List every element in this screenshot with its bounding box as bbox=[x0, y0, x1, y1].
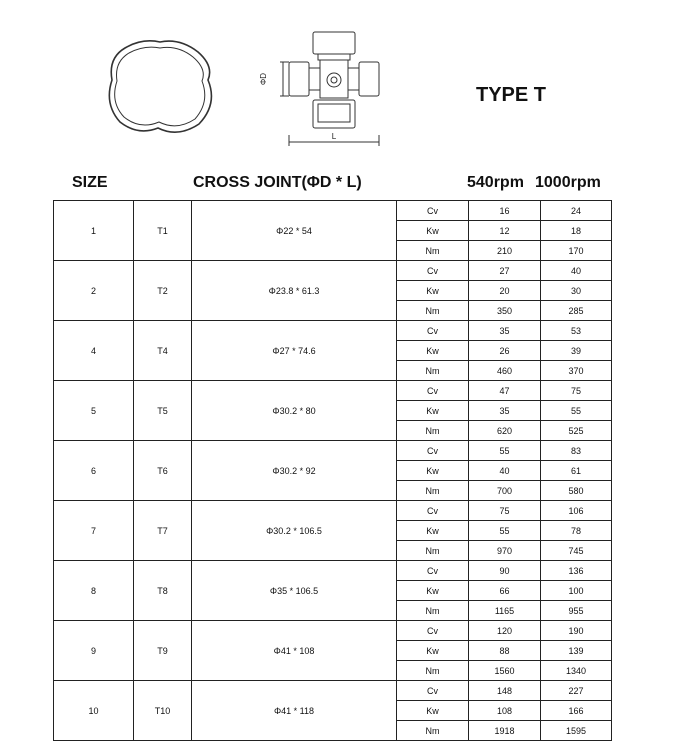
cross-joint-cell: Φ27 * 74.6 bbox=[192, 321, 397, 381]
cross-joint-drawing bbox=[280, 32, 379, 146]
value-1000rpm-cell: 55 bbox=[541, 401, 612, 421]
value-540rpm-cell: 120 bbox=[469, 621, 541, 641]
header-540rpm: 540rpm bbox=[467, 174, 524, 191]
value-540rpm-cell: 1165 bbox=[469, 601, 541, 621]
size-cell: 8 bbox=[54, 561, 134, 621]
value-540rpm-cell: 700 bbox=[469, 481, 541, 501]
value-1000rpm-cell: 24 bbox=[541, 201, 612, 221]
value-1000rpm-cell: 40 bbox=[541, 261, 612, 281]
value-540rpm-cell: 970 bbox=[469, 541, 541, 561]
unit-cell: Kw bbox=[397, 701, 469, 721]
value-1000rpm-cell: 100 bbox=[541, 581, 612, 601]
size-cell: 1 bbox=[54, 201, 134, 261]
model-cell: T5 bbox=[134, 381, 192, 441]
unit-cell: Cv bbox=[397, 381, 469, 401]
value-540rpm-cell: 1560 bbox=[469, 661, 541, 681]
value-540rpm-cell: 27 bbox=[469, 261, 541, 281]
value-1000rpm-cell: 75 bbox=[541, 381, 612, 401]
unit-cell: Nm bbox=[397, 481, 469, 501]
cross-joint-cell: Φ30.2 * 106.5 bbox=[192, 501, 397, 561]
value-1000rpm-cell: 170 bbox=[541, 241, 612, 261]
value-1000rpm-cell: 83 bbox=[541, 441, 612, 461]
table-row bbox=[54, 381, 612, 401]
model-cell: T4 bbox=[134, 321, 192, 381]
model-cell: T8 bbox=[134, 561, 192, 621]
value-540rpm-cell: 88 bbox=[469, 641, 541, 661]
spec-table bbox=[53, 200, 612, 741]
unit-cell: Nm bbox=[397, 541, 469, 561]
spec-table-body bbox=[54, 201, 612, 741]
unit-cell: Kw bbox=[397, 221, 469, 241]
unit-cell: Kw bbox=[397, 641, 469, 661]
value-1000rpm-cell: 525 bbox=[541, 421, 612, 441]
dimension-l-label: L bbox=[331, 132, 337, 141]
value-1000rpm-cell: 166 bbox=[541, 701, 612, 721]
unit-cell: Cv bbox=[397, 681, 469, 701]
table-row bbox=[54, 681, 612, 701]
cross-joint-cell: Φ35 * 106.5 bbox=[192, 561, 397, 621]
table-row bbox=[54, 441, 612, 461]
model-cell: T2 bbox=[134, 261, 192, 321]
model-cell: T9 bbox=[134, 621, 192, 681]
value-1000rpm-cell: 61 bbox=[541, 461, 612, 481]
size-cell: 7 bbox=[54, 501, 134, 561]
table-row bbox=[54, 321, 612, 341]
value-540rpm-cell: 350 bbox=[469, 301, 541, 321]
header-size: SIZE bbox=[72, 174, 108, 191]
value-1000rpm-cell: 1595 bbox=[541, 721, 612, 741]
value-540rpm-cell: 26 bbox=[469, 341, 541, 361]
table-row bbox=[54, 201, 612, 221]
table-row bbox=[54, 501, 612, 521]
unit-cell: Cv bbox=[397, 201, 469, 221]
unit-cell: Nm bbox=[397, 421, 469, 441]
value-540rpm-cell: 620 bbox=[469, 421, 541, 441]
cross-joint-cell: Φ22 * 54 bbox=[192, 201, 397, 261]
value-540rpm-cell: 55 bbox=[469, 441, 541, 461]
header-1000rpm: 1000rpm bbox=[535, 174, 601, 191]
value-540rpm-cell: 108 bbox=[469, 701, 541, 721]
value-540rpm-cell: 1918 bbox=[469, 721, 541, 741]
value-540rpm-cell: 90 bbox=[469, 561, 541, 581]
value-1000rpm-cell: 78 bbox=[541, 521, 612, 541]
size-cell: 5 bbox=[54, 381, 134, 441]
unit-cell: Cv bbox=[397, 441, 469, 461]
model-cell: T1 bbox=[134, 201, 192, 261]
unit-cell: Cv bbox=[397, 621, 469, 641]
dimension-d-label: ΦD bbox=[259, 72, 268, 86]
unit-cell: Kw bbox=[397, 521, 469, 541]
unit-cell: Kw bbox=[397, 281, 469, 301]
value-1000rpm-cell: 955 bbox=[541, 601, 612, 621]
cross-joint-cell: Φ41 * 118 bbox=[192, 681, 397, 741]
cross-joint-cell: Φ30.2 * 92 bbox=[192, 441, 397, 501]
unit-cell: Cv bbox=[397, 321, 469, 341]
model-cell: T7 bbox=[134, 501, 192, 561]
value-540rpm-cell: 40 bbox=[469, 461, 541, 481]
size-cell: 9 bbox=[54, 621, 134, 681]
value-1000rpm-cell: 1340 bbox=[541, 661, 612, 681]
value-540rpm-cell: 16 bbox=[469, 201, 541, 221]
unit-cell: Kw bbox=[397, 461, 469, 481]
value-540rpm-cell: 66 bbox=[469, 581, 541, 601]
model-cell: T6 bbox=[134, 441, 192, 501]
value-1000rpm-cell: 285 bbox=[541, 301, 612, 321]
unit-cell: Nm bbox=[397, 241, 469, 261]
value-1000rpm-cell: 580 bbox=[541, 481, 612, 501]
table-row bbox=[54, 561, 612, 581]
unit-cell: Kw bbox=[397, 581, 469, 601]
value-1000rpm-cell: 106 bbox=[541, 501, 612, 521]
value-540rpm-cell: 35 bbox=[469, 321, 541, 341]
cross-joint-cell: Φ41 * 108 bbox=[192, 621, 397, 681]
value-1000rpm-cell: 136 bbox=[541, 561, 612, 581]
table-row bbox=[54, 621, 612, 641]
value-540rpm-cell: 148 bbox=[469, 681, 541, 701]
unit-cell: Cv bbox=[397, 501, 469, 521]
cross-joint-cell: Φ30.2 * 80 bbox=[192, 381, 397, 441]
table-row bbox=[54, 261, 612, 281]
size-cell: 10 bbox=[54, 681, 134, 741]
size-cell: 6 bbox=[54, 441, 134, 501]
value-540rpm-cell: 75 bbox=[469, 501, 541, 521]
size-cell: 2 bbox=[54, 261, 134, 321]
model-cell: T10 bbox=[134, 681, 192, 741]
triangular-tube-profile-drawing bbox=[109, 41, 211, 132]
type-title: TYPE T bbox=[476, 84, 547, 106]
value-1000rpm-cell: 18 bbox=[541, 221, 612, 241]
value-1000rpm-cell: 370 bbox=[541, 361, 612, 381]
unit-cell: Nm bbox=[397, 601, 469, 621]
value-540rpm-cell: 55 bbox=[469, 521, 541, 541]
unit-cell: Cv bbox=[397, 561, 469, 581]
unit-cell: Nm bbox=[397, 361, 469, 381]
value-1000rpm-cell: 745 bbox=[541, 541, 612, 561]
value-540rpm-cell: 20 bbox=[469, 281, 541, 301]
unit-cell: Nm bbox=[397, 301, 469, 321]
header-cross-joint: CROSS JOINT(ΦD * L) bbox=[193, 174, 362, 191]
unit-cell: Nm bbox=[397, 661, 469, 681]
value-1000rpm-cell: 139 bbox=[541, 641, 612, 661]
unit-cell: Cv bbox=[397, 261, 469, 281]
cross-joint-cell: Φ23.8 * 61.3 bbox=[192, 261, 397, 321]
product-drawings bbox=[0, 0, 677, 170]
value-1000rpm-cell: 39 bbox=[541, 341, 612, 361]
size-cell: 4 bbox=[54, 321, 134, 381]
unit-cell: Kw bbox=[397, 341, 469, 361]
value-540rpm-cell: 47 bbox=[469, 381, 541, 401]
unit-cell: Kw bbox=[397, 401, 469, 421]
value-540rpm-cell: 460 bbox=[469, 361, 541, 381]
value-540rpm-cell: 210 bbox=[469, 241, 541, 261]
value-1000rpm-cell: 53 bbox=[541, 321, 612, 341]
value-540rpm-cell: 35 bbox=[469, 401, 541, 421]
unit-cell: Nm bbox=[397, 721, 469, 741]
value-1000rpm-cell: 190 bbox=[541, 621, 612, 641]
value-540rpm-cell: 12 bbox=[469, 221, 541, 241]
value-1000rpm-cell: 227 bbox=[541, 681, 612, 701]
value-1000rpm-cell: 30 bbox=[541, 281, 612, 301]
